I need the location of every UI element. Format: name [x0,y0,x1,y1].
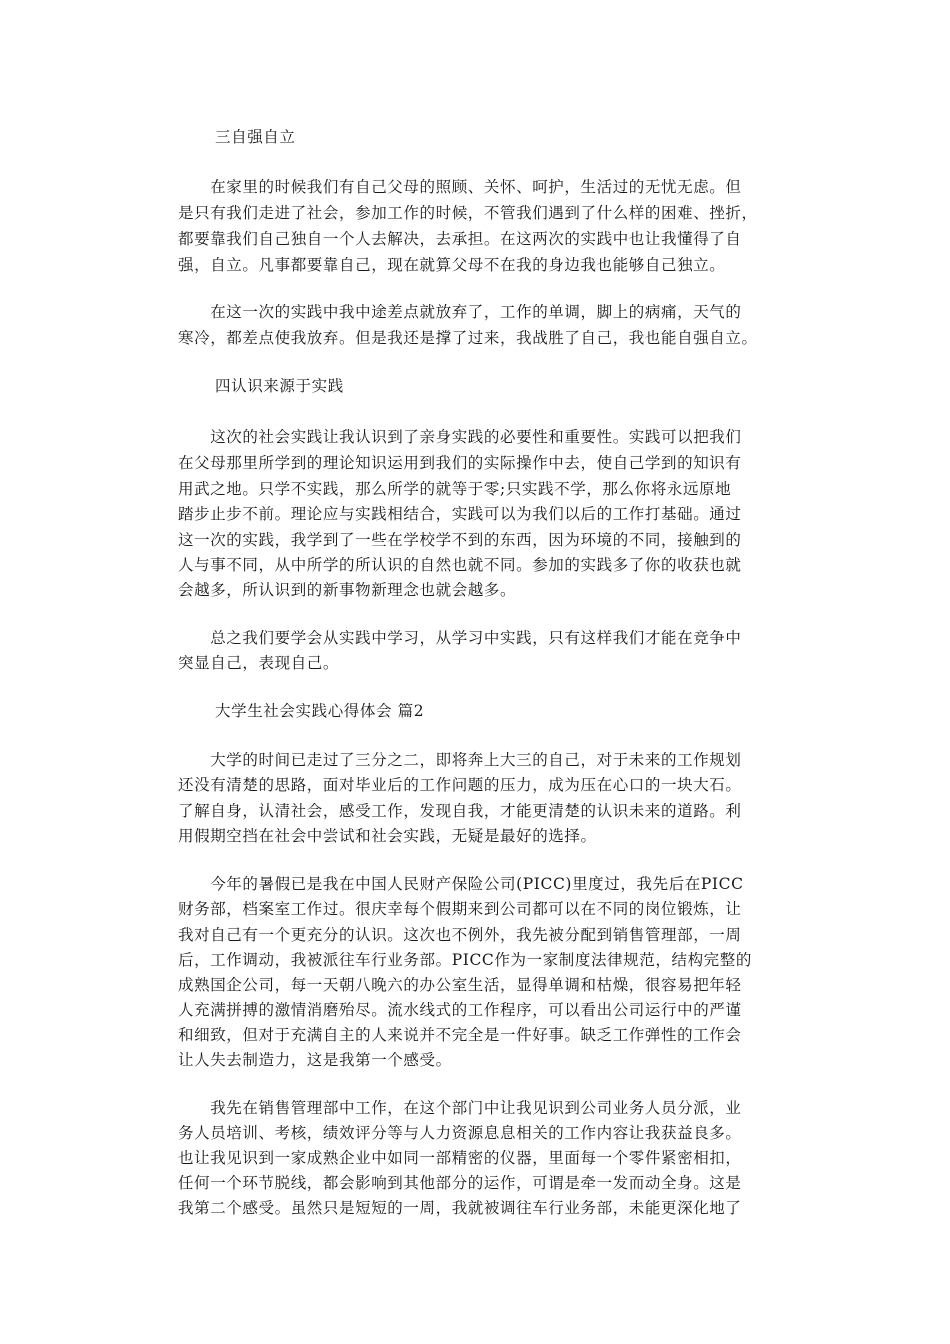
paragraph-line: 成熟国企公司，每一天朝八晚六的办公室生活，显得单调和枯燥，很容易把年轻 [178,976,742,994]
paragraph-line: 这一次的实践，我学到了一些在学校学不到的东西，因为环境的不同，接触到的 [178,531,742,549]
paragraph-line: 在家里的时候我们有自己父母的照顾、关怀、呵护，生活过的无忧无虑。但 [178,178,742,196]
paragraph-line: 总之我们要学会从实践中学习，从学习中实践，只有这样我们才能在竞争中 [178,629,742,647]
paragraph-line: 踏步止步不前。理论应与实践相结合，实践可以为我们以后的工作打基础。通过 [178,505,742,523]
paragraph-line: 还没有清楚的思路，面对毕业后的工作问题的压力，成为压在心口的一块大石。 [178,776,742,794]
paragraph-line: 财务部，档案室工作过。很庆幸每个假期来到公司都可以在不同的岗位锻炼，让 [178,900,742,918]
paragraph-line: 是只有我们走进了社会，参加工作的时候，不管我们遇到了什么样的困难、挫折， [178,204,758,222]
paragraph-line: 让人失去制造力，这是我第一个感受。 [178,1051,452,1069]
paragraph-line: 我对自己有一个更充分的认识。这次也不例外，我先被分配到销售管理部，一周 [178,926,742,944]
paragraph-line: 在父母那里所学到的理论知识运用到我们的实际操作中去，使自己学到的知识有 [178,454,742,472]
paragraph-line: 了解自身，认清社会，感受工作，发现自我，才能更清楚的认识未来的道路。利 [178,802,742,820]
paragraph-line: 务人员培训、考核，绩效评分等与人力资源息息相关的工作内容让我获益良多。 [178,1124,742,1142]
paragraph-line: 这次的社会实践让我认识到了亲身实践的必要性和重要性。实践可以把我们 [178,428,742,446]
paragraph-line: 大学的时间已走过了三分之二，即将奔上大三的自己，对于未来的工作规划 [178,751,742,769]
paragraph-line: 用假期空挡在社会中尝试和社会实践，无疑是最好的选择。 [178,827,597,845]
paragraph-line: 人与事不同，从中所学的所认识的自然也就不同。参加的实践多了你的收获也就 [178,556,742,574]
paragraph-line: 我先在销售管理部中工作，在这个部门中让我见识到公司业务人员分派，业 [178,1099,742,1117]
paragraph-line: 人充满拼搏的激情消磨殆尽。流水线式的工作程序，可以看出公司运行中的严谨 [178,1001,742,1019]
paragraph-line: 突显自己，表现自己。 [178,654,340,672]
section-heading: 四认识来源于实践 [215,377,344,395]
paragraph-line: 寒冷，都差点使我放弃。但是我还是撑了过来，我战胜了自己，我也能自强自立。 [178,329,758,347]
paragraph-line: 用武之地。只学不实践，那么所学的就等于零;只实践不学，那么你将永远原地 [178,480,732,498]
paragraph-line: 强，自立。凡事都要靠自己，现在就算父母不在我的身边我也能够自己独立。 [178,256,726,274]
paragraph-line: 后，工作调动，我被派往车行业务部。PICC作为一家制度法律规范，结构完整的 [178,951,752,969]
paragraph-line: 会越多，所认识到的新事物新理念也就会越多。 [178,581,517,599]
section-heading: 大学生社会实践心得体会 篇2 [215,702,425,720]
paragraph-line: 和细致，但对于充满自主的人来说并不完全是一件好事。缺乏工作弹性的工作会 [178,1026,742,1044]
paragraph-line: 都要靠我们自己独自一个人去解决，去承担。在这两次的实践中也让我懂得了自 [178,230,742,248]
paragraph-line: 今年的暑假已是我在中国人民财产保险公司(PICC)里度过，我先后在PICC [178,875,744,893]
paragraph-line: 我第二个感受。虽然只是短短的一周，我就被调往车行业务部，未能更深化地了 [178,1199,742,1217]
paragraph-line: 在这一次的实践中我中途差点就放弃了，工作的单调，脚上的病痛，天气的 [178,303,742,321]
section-heading: 三自强自立 [215,128,296,146]
paragraph-line: 也让我见识到一家成熟企业中如同一部精密的仪器，里面每一个零件紧密相扣， [178,1149,742,1167]
paragraph-line: 任何一个环节脱线，都会影响到其他部分的运作，可谓是牵一发而动全身。这是 [178,1174,742,1192]
